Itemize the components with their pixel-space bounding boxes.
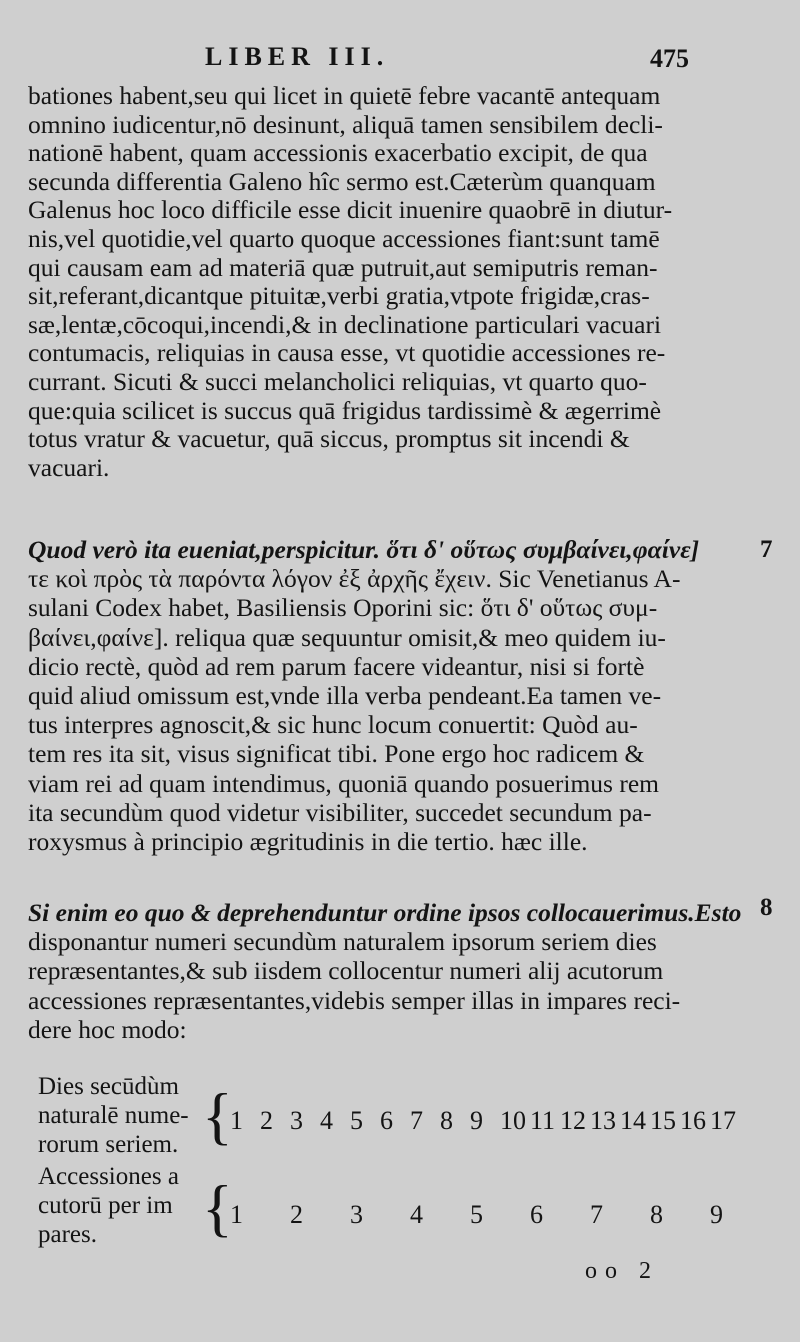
number-cell: 2: [260, 1106, 273, 1135]
number-cell: 7: [590, 1200, 603, 1229]
text-line: que:quia scilicet is succus quā frigidus tardissimè & ægerrimè: [28, 396, 662, 425]
brace-2: {: [202, 1172, 233, 1243]
number-cell: 8: [650, 1200, 663, 1229]
number-cell: 8: [440, 1106, 453, 1135]
text-line: nis,vel quotidie,vel quarto quoque accessiones fiant:sunt tamē: [28, 224, 660, 253]
row2-label-line: cutorū per im: [38, 1192, 173, 1219]
number-cell: 9: [470, 1106, 483, 1135]
text-line: omnino iudicentur,nō desinunt, aliquā tamen sensibilem decli-: [28, 110, 663, 139]
row2-numbers: [230, 1200, 770, 1230]
row2-label-line: Accessiones a: [38, 1163, 179, 1190]
page-header: [0, 36, 800, 82]
text-line: vacuari.: [28, 453, 110, 482]
row1-label-line: naturalē nume-: [38, 1102, 189, 1129]
text-line: nationē habent, quam accessionis exacerbatio excipit, de qua: [28, 139, 648, 168]
text-line: quid aliud omissum est,vnde illa verba pendeant.Ea tamen ve-: [28, 680, 662, 710]
text-line: dere hoc modo:: [28, 1014, 187, 1044]
number-cell: 5: [470, 1200, 483, 1229]
text-line: secunda differentia Galeno hîc sermo est.Cæterùm quanquam: [28, 167, 656, 196]
text-line: totus vratur & vacuetur, quā siccus, promptus sit incendi &: [28, 425, 630, 454]
text-line: Galenus hoc loco difficile esse dicit inuenire quaobrē in diutur-: [28, 196, 673, 225]
number-cell: 4: [320, 1106, 333, 1135]
number-cell: 6: [380, 1106, 393, 1135]
number-cell: 12: [560, 1106, 586, 1135]
row1-label: [38, 1072, 189, 1159]
row1-label-line: Dies secūdùm: [38, 1073, 179, 1100]
text-line: contumacis, reliquias in causa esse, vt quotidie accessiones re-: [28, 339, 666, 368]
text-line: τε κοὶ πρὸς τὰ παρόντα λόγον ἐξ ἀρχῆς ἔχειν. Sic Venetianus A-: [28, 564, 681, 594]
number-cell: 15: [650, 1106, 676, 1135]
text-line: ita secundùm quod videtur visibiliter, succedet secundum pa-: [28, 797, 652, 827]
text-line: roxysmus à principio ægritudinis in die tertio. hæc ille.: [28, 826, 588, 856]
number-cell: 9: [710, 1200, 723, 1229]
row2-label: [38, 1162, 179, 1249]
number-cell: 1: [230, 1106, 243, 1135]
text-line: tus interpres agnoscit,& sic hunc locum conuertit: Quòd au-: [28, 710, 638, 740]
row1-numbers: [230, 1106, 740, 1136]
text-line: sulani Codex habet, Basiliensis Oporini sic: ὅτι δ' οὕτως συμ-: [28, 593, 658, 623]
brace-1: {: [202, 1080, 233, 1151]
text-line: Quod verò ita eueniat,perspicitur. ὅτι δ' οὕτως συμβαίνει,φαίνε]: [28, 535, 700, 564]
number-cell: 10: [500, 1106, 526, 1135]
number-cell: 4: [410, 1200, 423, 1229]
paragraph-3: [28, 898, 748, 1044]
number-cell: 11: [530, 1106, 556, 1135]
number-cell: 5: [350, 1106, 363, 1135]
number-cell: 13: [590, 1106, 616, 1135]
number-cell: 3: [350, 1200, 363, 1229]
number-cell: 16: [680, 1106, 706, 1135]
number-cell: 1: [230, 1200, 243, 1229]
text-line: sæ,lentæ,cōcoqui,incendi,& in declinatione particulari vacuari: [28, 310, 662, 339]
text-line: accessiones repræsentantes,videbis semper illas in impares reci-: [28, 985, 681, 1015]
text-line: βαίνει,φαίνε]. reliqua quæ sequuntur omisit,& meo quidem iu-: [28, 622, 666, 652]
text-line: currant. Sicuti & succi melancholici reliquias, vt quarto quo-: [28, 367, 647, 396]
text-line: qui causam eam ad materiā quæ putruit,aut semiputris reman-: [28, 253, 658, 282]
number-cell: 6: [530, 1200, 543, 1229]
paragraph-2: [28, 535, 748, 856]
running-head: LIBER III.: [205, 42, 390, 71]
margin-number-7: 7: [760, 536, 773, 563]
number-table: [30, 1070, 770, 1290]
number-cell: 3: [290, 1106, 303, 1135]
text-line: viam rei ad quam intendimus, quoniā quando posuerimus rem: [28, 768, 660, 798]
text-line: bationes habent,seu qui licet in quietē febre vacantē antequam: [28, 82, 661, 110]
row2-label-line: pares.: [38, 1221, 97, 1248]
number-cell: 17: [710, 1106, 736, 1135]
page-number: 475: [650, 44, 689, 73]
text-line: tem res ita sit, visus significat tibi. Pone ergo hoc radicem &: [28, 739, 645, 769]
number-cell: 2: [290, 1200, 303, 1229]
text-line: sit,referant,dicantque pituitæ,verbi gratia,vtpote frigidæ,cras-: [28, 282, 650, 311]
text-line: Si enim eo quo & deprehenduntur ordine ipsos collocauerimus.Esto: [28, 898, 742, 927]
row1-label-line: rorum seriem.: [38, 1131, 179, 1158]
signature-mark: oo 2: [585, 1258, 659, 1284]
number-cell: 14: [620, 1106, 646, 1135]
text-line: disponantur numeri secundùm naturalem ipsorum seriem dies: [28, 927, 657, 957]
margin-number-8: 8: [760, 894, 773, 921]
text-line: dicio rectè, quòd ad rem parum facere videantur, nisi si fortè: [28, 651, 645, 681]
text-line: repræsentantes,& sub iisdem collocentur numeri alij acutorum: [28, 956, 664, 986]
number-cell: 7: [410, 1106, 423, 1135]
paragraph-1: [28, 82, 748, 482]
